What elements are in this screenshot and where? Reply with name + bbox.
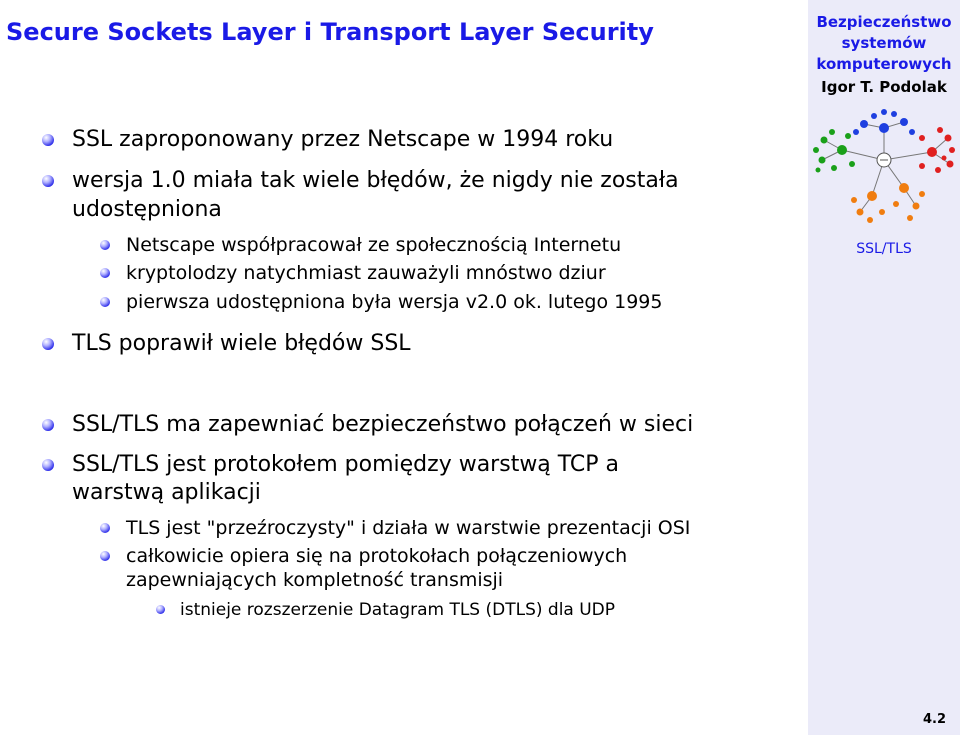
sub-bullet-item: pierwsza udostępniona była wersja v2.0 ok. lutego 1995 (126, 291, 663, 313)
bullet-item: TLS poprawił wiele błędów SSL (72, 331, 411, 356)
course-title-line-2: systemów (841, 34, 927, 52)
section-label: SSL/TLS (856, 241, 912, 257)
bullet-icon (100, 523, 110, 533)
sidebar (808, 0, 960, 735)
course-title-line-3: komputerowych (816, 55, 952, 73)
sub-bullet-item: TLS jest "przeźroczysty" i działa w warstwie prezentacji OSI (126, 517, 691, 539)
bullet-icon (42, 338, 54, 350)
bullet-icon (100, 240, 110, 250)
slide-title: Secure Sockets Layer i Transport Layer Security (6, 18, 654, 46)
course-title-line-1: Bezpieczeństwo (816, 13, 952, 31)
bullet-icon (42, 459, 54, 471)
bullet-item-continuation: warstwą aplikacji (72, 480, 261, 505)
sub-sub-bullet-item: istnieje rozszerzenie Datagram TLS (DTLS) dla UDP (180, 600, 616, 620)
bullet-icon (42, 134, 54, 146)
author-name: Igor T. Podolak (821, 78, 947, 96)
bullet-icon (42, 175, 54, 187)
bullet-icon (100, 268, 110, 278)
bullet-icon (42, 419, 54, 431)
bullet-item-continuation: udostępniona (72, 197, 222, 222)
network-tree-logo-icon (812, 108, 956, 226)
sub-bullet-item: Netscape współpracował ze społecznością Internetu (126, 234, 622, 256)
bullet-item: SSL/TLS jest protokołem pomiędzy warstwą TCP a (72, 452, 620, 477)
sub-bullet-item-continuation: zapewniających kompletność transmisji (126, 569, 504, 591)
sub-bullet-item: całkowicie opiera się na protokołach połączeniowych (126, 545, 628, 567)
bullet-icon (100, 551, 110, 561)
bullet-item: wersja 1.0 miała tak wiele błędów, że nigdy nie została (72, 168, 679, 193)
bullet-icon (156, 605, 165, 614)
bullet-item: SSL/TLS ma zapewniać bezpieczeństwo połączeń w sieci (72, 412, 694, 437)
sub-bullet-item: kryptolodzy natychmiast zauważyli mnóstwo dziur (126, 262, 606, 284)
page-number: 4.2 (922, 712, 946, 727)
bullet-icon (100, 297, 110, 307)
bullet-item: SSL zaproponowany przez Netscape w 1994 roku (72, 127, 614, 152)
